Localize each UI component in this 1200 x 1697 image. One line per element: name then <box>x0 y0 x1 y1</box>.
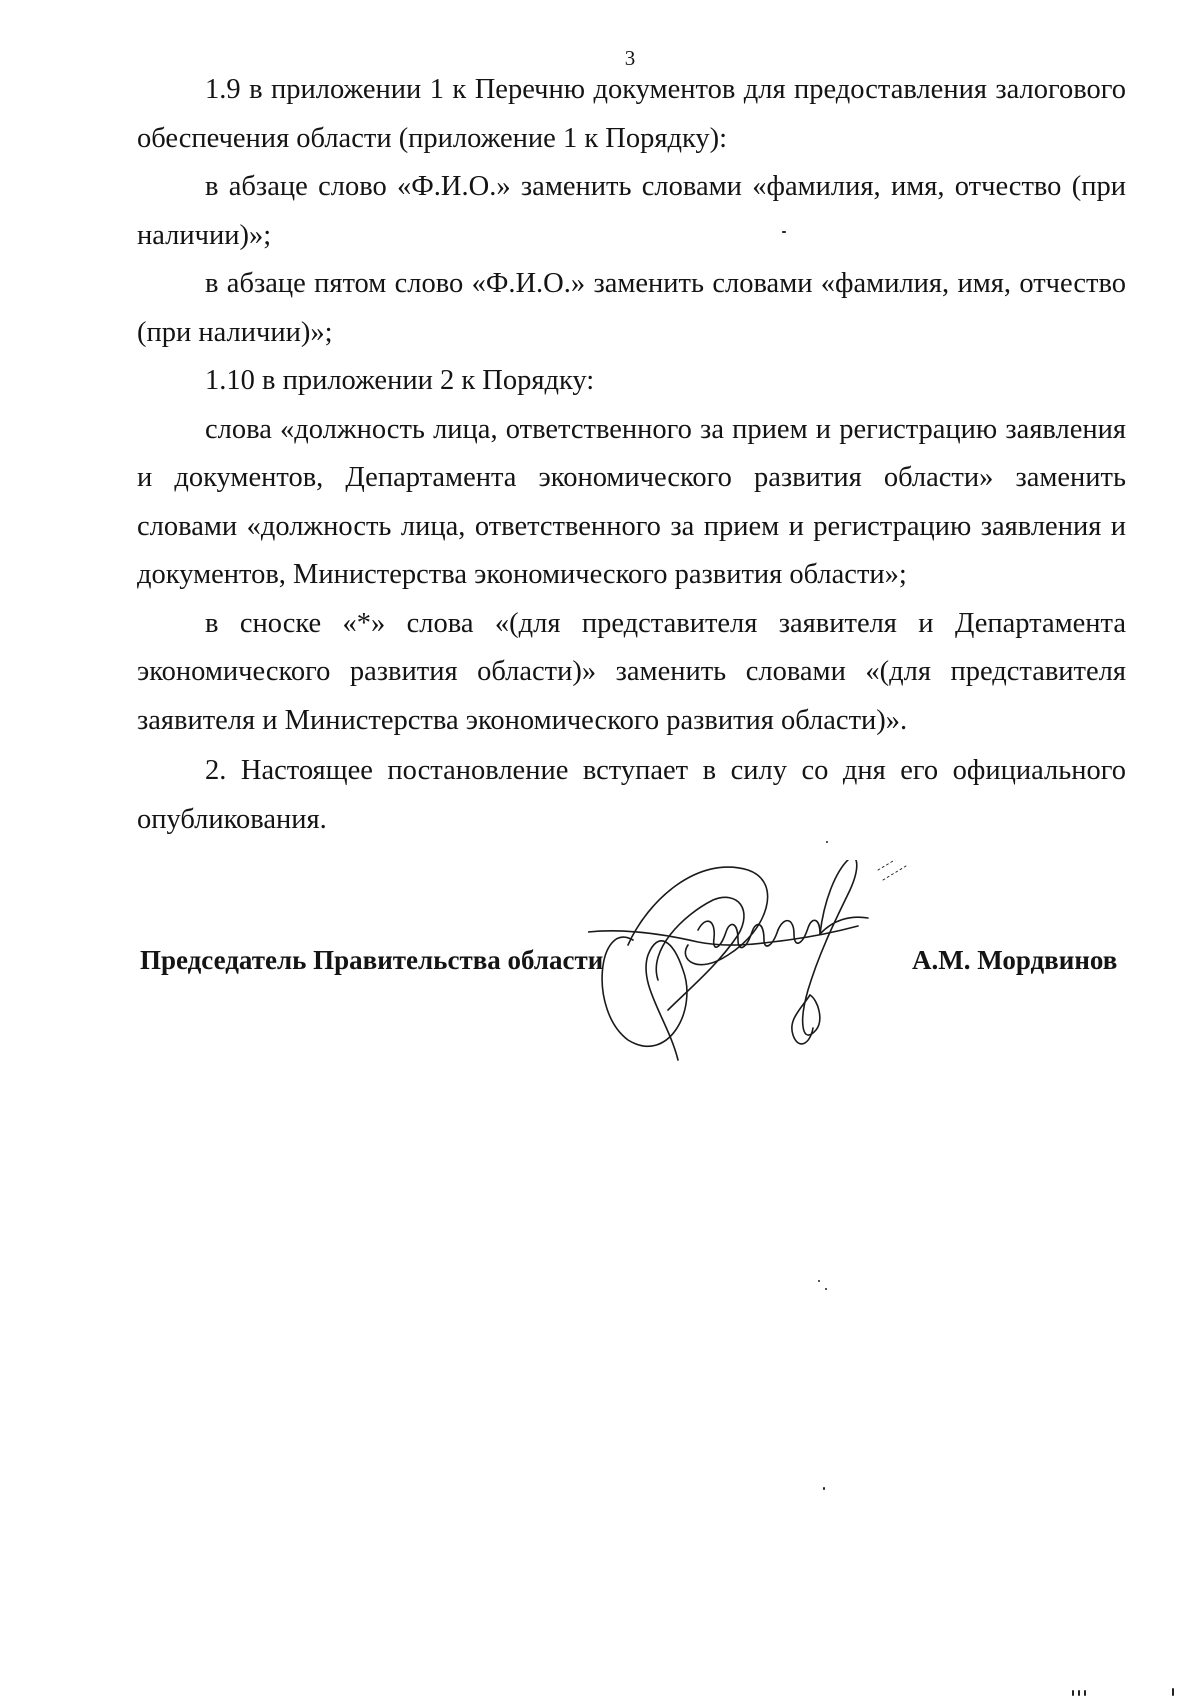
document-body <box>137 66 1126 844</box>
paragraph-effective-date: 2. Настоящее постановление вступает в силу со дня его официального опубликования. <box>137 755 1126 835</box>
paragraph-1-9: 1.9 в приложении 1 к Перечню документов для предоставления залогового обеспечения области (приложение 1 к Порядку): <box>137 74 1126 154</box>
paragraph-fifth-fio-replacement: в абзаце пятом слово «Ф.И.О.» заменить словами «фамилия, имя, отчество (при наличии)»; <box>137 268 1126 348</box>
scan-speck <box>1084 1690 1086 1696</box>
scan-speck <box>826 841 828 843</box>
scan-speck <box>818 1280 820 1282</box>
page-number: 3 <box>624 46 636 70</box>
scan-speck <box>825 1288 827 1290</box>
signatory-role: Председатель Правительства области <box>140 945 604 975</box>
scan-speck <box>823 1487 825 1490</box>
paragraph-position-replacement: слова «должность лица, ответственного за прием и регистрацию заявления и документов, Департамента экономического развития области» заменить словами «должность лица, ответственного за прием и регистрацию заявления и документов, Министерства экономического развития области»; <box>137 413 1126 590</box>
scan-speck <box>1078 1690 1080 1696</box>
scan-speck <box>782 231 786 233</box>
signatory-name: А.М. Мордвинов <box>912 945 1118 975</box>
scan-speck <box>1072 1690 1074 1696</box>
scan-speck <box>1172 1688 1174 1696</box>
handwritten-signature <box>588 860 938 1085</box>
paragraph-fio-replacement: в абзаце слово «Ф.И.О.» заменить словами «фамилия, имя, отчество (при наличии)»; <box>137 171 1126 251</box>
paragraph-1-10: 1.10 в приложении 2 к Порядку: <box>205 365 595 396</box>
paragraph-footnote-replacement: в сноске «*» слова «(для представителя заявителя и Департамента экономического развития области)» заменить словами «(для представителя заявителя и Министерства экономического развития области)». <box>137 607 1126 736</box>
